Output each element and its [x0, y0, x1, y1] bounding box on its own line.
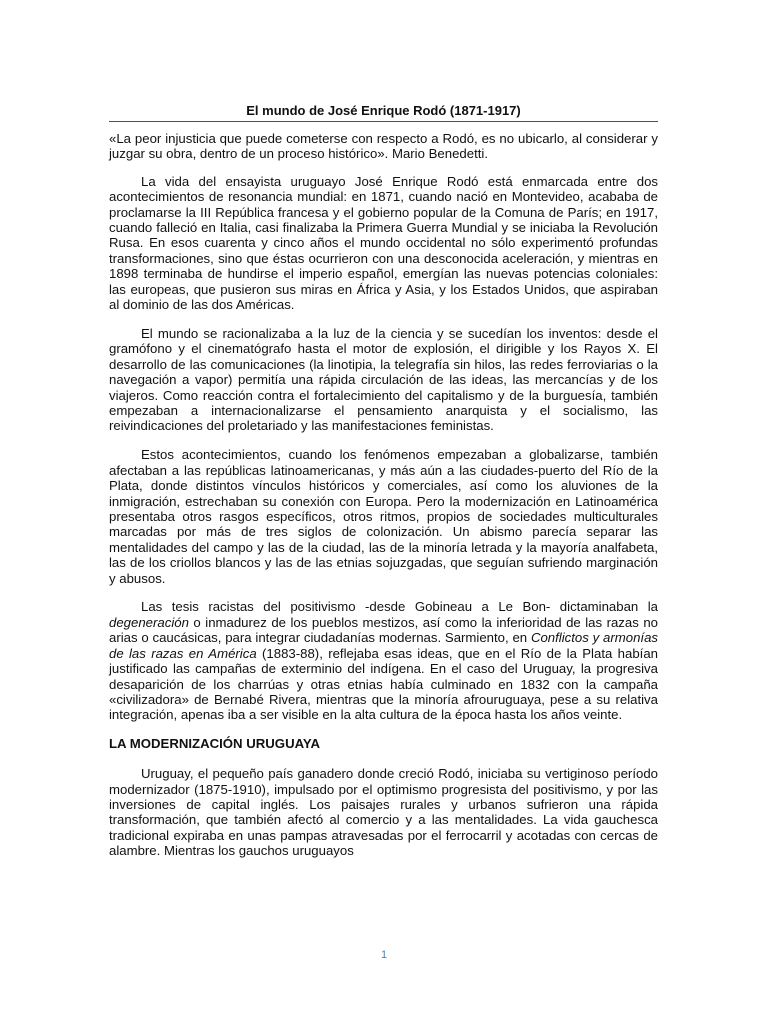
epigraph-quote: «La peor injusticia que puede cometerse con respecto a Rodó, es no ubicarlo, al considerar y juzgar su obra, dentro de un proceso histórico». Mario Benedetti. — [109, 131, 658, 162]
paragraph-5: Uruguay, el pequeño país ganadero donde creció Rodó, iniciaba su vertiginoso período modernizador (1875-1910), impulsado por el optimismo progresista del positivismo, y por las inversiones de capital inglés. Los paisajes rurales y urbanos sufrieron una rápida transformación, que también afectó al comercio y a las mentalidades. La vida gauchesca tradicional expiraba en unas pampas atravesadas por el ferrocarril y acotadas con cercas de alambre. Mientras los gauchos uruguayos — [109, 766, 658, 859]
paragraph-4-part-c: (1883-88), reflejaba esas ideas, que en el Río de la Plata habían justificado las campañas de exterminio del indígena. En el caso del Uruguay, la progresiva desaparición de los charrúas y otras etnias había culminado en 1832 con la campaña «civilizadora» de Bernabé Rivera, mientras que la minoría afrouruguaya, pese a su relativa integración, apenas iba a ser visible en la alta cultura de la época hasta los años veinte. — [109, 645, 658, 723]
document-title: El mundo de José Enrique Rodó (1871-1917) — [109, 103, 658, 122]
paragraph-2: El mundo se racionalizaba a la luz de la ciencia y se sucedían los inventos: desde el gramófono y el cinematógrafo hasta el motor de explosión, el dirigible y los Rayos X. El desarrollo de las comunicaciones (la linotipia, la telegrafía sin hilos, las redes ferroviarias o la navegación a vapor) permitía una rápida circulación de las ideas, las mercancías y de los viajeros. Como reacción contra el fortalecimiento del capitalismo y de la burguesía, también empezaban a internacionalizarse el pensamiento anarquista y el socialismo, las reivindicaciones del proletariado y las manifestaciones feministas. — [109, 325, 658, 434]
page-content — [109, 103, 658, 872]
section-heading: LA MODERNIZACIÓN URUGUAYA — [109, 736, 321, 752]
paragraph-3: Estos acontecimientos, cuando los fenómenos empezaban a globalizarse, también afectaban a las repúblicas latinoamericanas, y más aún a las ciudades-puerto del Río de la Plata, donde distintos vínculos históricos y comerciales, así como los aluviones de la inmigración, estrechaban su conexión con Europa. Pero la modernización en Latinoamérica presentaba otros rasgos específicos, otros ritmos, propios de sociedades multiculturales marcadas por más de tres siglos de colonización. Un abismo parecía separar las mentalidades del campo y las de la ciudad, las de la minoría letrada y la mayoría analfabeta, las de los criollos blancos y las de las etnias sojuzgadas, que seguían sufriendo marginación y abusos. — [109, 447, 658, 586]
paragraph-4 — [109, 599, 658, 722]
paragraph-1: La vida del ensayista uruguayo José Enrique Rodó está enmarcada entre dos acontecimientos de resonancia mundial: en 1871, cuando nació en Montevideo, acababa de proclamarse la III República francesa y el gobierno popular de la Comuna de París; en 1917, cuando falleció en Italia, casi finalizaba la Primera Guerra Mundial y se iniciaba la Revolución Rusa. En esos cuarenta y cinco años el mundo occidental no sólo experimentó profundas transformaciones, sino que éstas ocurrieron con una desconocida aceleración, y mientras en 1898 terminaba de hundirse el imperio español, emergían las nuevas potencias coloniales: las europeas, que pusieron sus miras en África y Asia, y los Estados Unidos, que aspiraban al dominio de las dos Américas. — [109, 173, 658, 313]
page-number: 1 — [380, 949, 388, 961]
paragraph-4-part-b: o inmadurez de los pueblos mestizos, así como la inferioridad de las razas no arias o caucásicas, para integrar ciudadanías modernas. Sarmiento, en — [109, 614, 658, 646]
emphasis-degeneracion: degeneración — [109, 614, 189, 630]
book-title-conflictos: Conflictos y armonías de las razas en América — [109, 630, 659, 661]
paragraph-4-part-a: Las tesis racistas del positivismo -desde Gobineau a Le Bon- dictaminaban la — [141, 599, 658, 615]
